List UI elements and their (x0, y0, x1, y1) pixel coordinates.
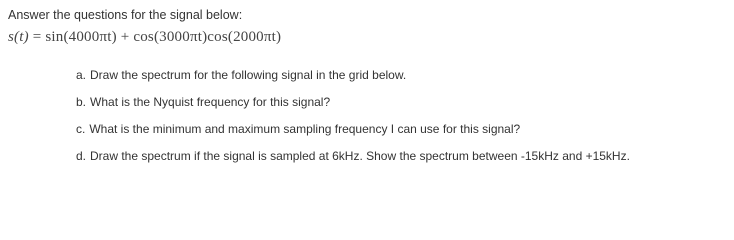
question-letter: b. (76, 95, 87, 109)
question-list (76, 68, 630, 176)
question-letter: d. (76, 149, 87, 163)
signal-equation (8, 29, 281, 46)
question-text: What is the Nyquist frequency for this signal? (90, 95, 331, 109)
question-d (76, 149, 630, 176)
question-b (76, 95, 630, 122)
question-text: Draw the spectrum if the signal is sampled at 6kHz. Show the spectrum between -15kHz and +15kHz. (90, 149, 630, 163)
instructions-text: Answer the questions for the signal below: (8, 8, 243, 22)
equation-term-sin: sin(4000πt) (45, 29, 117, 45)
equation-term-cos-2: cos(2000πt) (207, 29, 282, 45)
equation-lhs: s(t) (8, 29, 29, 45)
equation-plus: + (116, 29, 134, 45)
question-text: Draw the spectrum for the following signal in the grid below. (90, 68, 407, 82)
equation-term-cos-1: cos(3000πt) (133, 29, 208, 45)
question-letter: c. (76, 122, 86, 136)
question-letter: a. (76, 68, 87, 82)
question-c (76, 122, 630, 149)
equation-equals: = (28, 29, 46, 45)
question-text: What is the minimum and maximum sampling frequency I can use for this signal? (89, 122, 521, 136)
question-a (76, 68, 630, 95)
